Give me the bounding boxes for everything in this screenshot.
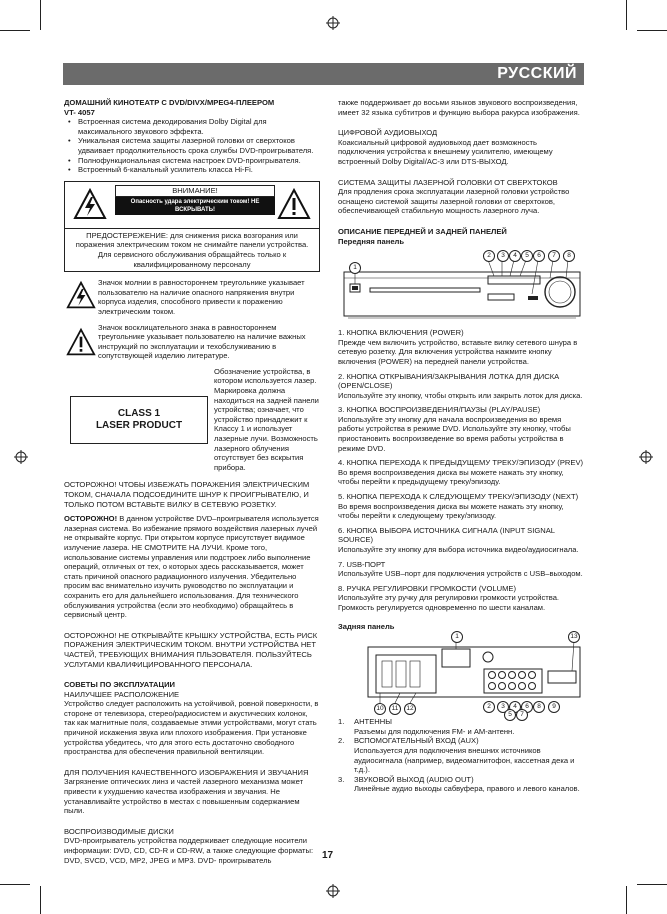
tips-subtitle: НАИЛУЧШЕЕ РАСПОЛОЖЕНИЕ <box>64 689 180 699</box>
rear-items-list <box>338 717 584 794</box>
callout-5: 5 <box>504 709 516 721</box>
list-item: • Встроенный 6-канальный усилитель класса Hi-Fi. <box>78 165 320 175</box>
front-item-body: Используйте эту кнопку, чтобы открыть или закрыть лоток для диска. <box>338 390 583 400</box>
crop-mark <box>0 30 30 31</box>
exclamation-warning-icon <box>66 327 96 357</box>
front-item-title: 1. КНОПКА ВКЛЮЧЕНИЯ (POWER) <box>338 328 464 338</box>
product-title: ДОМАШНИЙ КИНОТЕАТР С DVD/DIVX/MPEG4-ПЛЕЕРОМ <box>64 98 275 107</box>
crop-mark <box>40 0 41 30</box>
front-item-title: 6. КНОПКА ВЫБОРА ИСТОЧНИКА СИГНАЛА (INPUT SIGNAL SOURCE) <box>338 525 555 545</box>
language-title: РУССКИЙ <box>497 65 577 82</box>
callout-9: 9 <box>548 701 560 713</box>
front-item-title: 4. КНОПКА ПЕРЕХОДА К ПРЕДЫДУЩЕМУ ТРЕКУ/ЭПИЗОДУ (PREV) <box>338 458 584 468</box>
front-item-body: Используйте эту кнопку для начала воспроизведения во время работы устройства в режиме DVD. Используйте эту кнопку, чтобы приостановить воспроизведение во время работы устройства в режиме DVD. <box>338 414 571 453</box>
laser-class-label <box>70 396 208 444</box>
callout-5: 5 <box>521 250 533 262</box>
front-item <box>338 328 584 366</box>
callout-12: 12 <box>404 703 416 715</box>
cover-caution: ОСТОРОЖНО! НЕ ОТКРЫВАЙТЕ КРЫШКУ УСТРОЙСТВА, ЕСТЬ РИСК ПОРАЖЕНИЯ ЭЛЕКТРИЧЕСКИМ ТОКОМ. ВНУТРИ УСТРОЙСТВА НЕТ ЧАСТЕЙ, ТРЕБУЮЩИХ ВНИМАНИЯ ПЛЬЗОВАТЕЛЯ. ПОЛЬЗУЙТЕСЬ УСЛУГАМИ КВАЛИФИЦИРОВАННОГО ПЕРСОНАЛА. <box>64 630 318 669</box>
registration-mark-icon <box>326 16 340 30</box>
front-item-title: 5. КНОПКА ПЕРЕХОДА К СЛЕДУЮЩЕМУ ТРЕКУ/ЭПИЗОДУ (NEXT) <box>338 492 579 502</box>
lightning-warning-icon <box>73 188 107 220</box>
front-item-title: 8. РУЧКА РЕГУЛИРОВКИ ГРОМКОСТИ (VOLUME) <box>338 583 516 593</box>
laser-class-row <box>64 367 320 473</box>
item-number: 3. <box>338 774 345 784</box>
warning-box <box>64 181 320 229</box>
crop-mark <box>626 886 627 914</box>
front-item-body: Используйте USB–порт для подключения устройств с USB–выходом. <box>338 569 583 579</box>
list-item <box>338 775 584 794</box>
front-item-title: 2. КНОПКА ОТКРЫВАНИЯ/ЗАКРЫВАНИЯ ЛОТКА ДЛЯ ДИСКА (OPEN/CLOSE) <box>338 371 560 391</box>
rear-item-body: Линейные аудио выходы сабвуфера, правого и левого каналов. <box>354 784 580 794</box>
tips-body: Устройство следует расположить на устойчивой, ровной поверхности, в стороне от телевизора, стерео/радиосистем и акустических колонок, так как магнитные поля, создаваемые этими устройствами, могут стать причиной искажения звука или плохого изображения. При установке устройства убедитесь, что для этого есть достаточно свободного пространства для обеспечения правильной вентиляции. <box>64 699 319 757</box>
lightning-symbol-row <box>64 278 320 316</box>
panels-title: ОПИСАНИЕ ПЕРЕДНЕЙ И ЗАДНЕЙ ПАНЕЛЕЙ <box>338 226 507 236</box>
list-item: • Встроенная система декодирования Dolby Digital для максимального звукового эффекта. <box>78 117 320 136</box>
front-item <box>338 492 584 521</box>
callout-13: 13 <box>568 631 580 643</box>
callout-1: 1 <box>451 631 463 643</box>
front-item-body: Прежде чем включить устройство, вставьте вилку сетевого шнура в сетевую розетку. Для включения устройства нажмите кнопку включения (POWER) на передней панели устройства. <box>338 337 578 366</box>
warning-shock-text: Опасность удара электрическим током! НЕ ВСКРЫВАТЬ! <box>115 197 275 215</box>
laser-caution-body: В данном устройстве DVD–проигрывателя используется лазерная система. Во избежание прямого воздействия лазерных лучей не открывайте корпус. При открытом корпусе присутствует видимое излучение лазера. НЕ СМОТРИТЕ НА ЛУЧИ. Кроме того, использование системы управления или подстроек либо выполнение операций, отличных от тех, о которых здесь рассказывается, может стать причиной опасного радиационного излучения. Убедительно просим вас внимательно изучить руководство по эксплуатации и сохранить его для дальнейшего использования. Для технического обслуживания устройства (если это необходимо) обращайтесь в сервисный центр. <box>64 514 319 620</box>
quality-body: Загрязнение оптических линз и частей лазерного механизма может привести к ухудшению качества изображения и звучания. Не устанавливайте устройство в местах с повышенным содержанием пыли. <box>64 777 304 816</box>
feature-list <box>64 117 320 175</box>
tips-title: СОВЕТЫ ПО ЭКСПЛУАТАЦИИ <box>64 680 175 690</box>
callout-7: 7 <box>548 250 560 262</box>
laser-class-text: Обозначение устройства, в котором используется лазер. Маркировка должна находиться на задней панели устройства; означает, что устройство принадлежит к Классу 1 и использует лазерные лучи. Возможность лазерного облучения отсутствует без вскрытия прибора. <box>214 366 319 472</box>
callout-1: 1 <box>349 262 361 274</box>
front-panel-drawing <box>338 246 584 324</box>
warning-label <box>115 185 275 223</box>
callout-4: 4 <box>509 701 521 713</box>
callout-3: 3 <box>497 701 509 713</box>
intro-text: также поддерживает до восьми языков звукового воспроизведения, имеет 32 языка субтитров и функцию выбора ракурса изображения. <box>338 98 580 117</box>
front-item <box>338 560 584 579</box>
front-item-body: Используйте эту ручку для регулировки громкости устройства. Громкость регулируется одновременно по шести каналам. <box>338 593 560 612</box>
caution-notice: ПРЕДОСТЕРЕЖЕНИЕ: для снижения риска возгорания или поражения электрическим током не снимайте панели устройства. Для сервисного обслуживания обращайтесь только к квалифицированному персоналу <box>64 229 320 272</box>
rear-item-body: Используется для подключения внешних источников аудиосигнала (например, видеомагнитофон, кассетная дека и т.д.). <box>354 745 575 775</box>
laser-caution <box>64 514 320 620</box>
rear-item-body: Разъемы для подключения FM- и AM-антенн. <box>354 726 515 736</box>
discs-title: ВОСПРОИЗВОДИМЫЕ ДИСКИ <box>64 826 174 836</box>
list-item: • Уникальная система защиты лазерной головки от сверхтоков удваивает продолжительность срока службы DVD-проигрывателя. <box>78 136 320 155</box>
front-panel-diagram <box>338 246 584 324</box>
crop-mark <box>0 884 30 885</box>
crop-mark <box>637 884 667 885</box>
rear-panel-label: Задняя панель <box>338 621 395 631</box>
lightning-symbol-text: Значок молнии в равностороннем треугольнике указывает пользователю на наличие опасного напряжения внутри корпуса изделия, способного привести к поражению электрическим током. <box>98 278 305 316</box>
list-item: • Полнофункциональная система настроек DVD-проигрывателя. <box>78 156 320 166</box>
exclamation-symbol-row <box>64 323 320 361</box>
front-item-title: 7. USB-ПОРТ <box>338 559 386 569</box>
callout-10: 10 <box>374 703 386 715</box>
protection-title: СИСТЕМА ЗАЩИТЫ ЛАЗЕРНОЙ ГОЛОВКИ ОТ СВЕРХТОКОВ <box>338 177 558 187</box>
registration-mark-icon <box>14 450 28 464</box>
lightning-warning-icon <box>66 280 96 310</box>
front-item-body: Во время воспроизведения диска вы можете нажать эту кнопку, чтобы перейти к следующему треку/эпизоду. <box>338 501 564 521</box>
list-item <box>338 717 584 736</box>
page-number: 17 <box>322 850 334 861</box>
callout-6: 6 <box>521 701 533 713</box>
rear-item-title: АНТЕННЫ <box>354 717 392 727</box>
digital-out-title: ЦИФРОВОЙ АУДИОВЫХОД <box>338 128 438 138</box>
callout-2: 2 <box>483 701 495 713</box>
rear-panel-diagram <box>338 631 584 717</box>
front-panel-label: Передняя панель <box>338 236 405 246</box>
front-item-body: Во время воспроизведения диска вы можете нажать эту кнопку, чтобы перейти к предыдущему треку/эпизоду. <box>338 467 564 487</box>
callout-2: 2 <box>483 250 495 262</box>
item-number: 2. <box>338 736 345 746</box>
crop-mark <box>637 30 667 31</box>
front-item <box>338 405 584 453</box>
callout-3: 3 <box>497 250 509 262</box>
rear-item-title: ЗВУКОВОЙ ВЫХОД (AUDIO OUT) <box>354 774 474 784</box>
crop-mark <box>626 0 627 30</box>
right-column <box>338 98 584 794</box>
model-number: VT- 4057 <box>64 107 95 117</box>
quality-title: ДЛЯ ПОЛУЧЕНИЯ КАЧЕСТВЕННОГО ИЗОБРАЖЕНИЯ И ЗВУЧАНИЯ <box>64 767 309 777</box>
callout-8: 8 <box>533 701 545 713</box>
registration-mark-icon <box>326 884 340 898</box>
front-item-body: Используйте эту кнопку для выбора источника видео/аудиосигнала. <box>338 545 579 554</box>
list-item <box>338 736 584 774</box>
front-item-title: 3. КНОПКА ВОСПРОИЗВЕДЕНИЯ/ПАУЗЫ (PLAY/PAUSE) <box>338 405 541 415</box>
digital-out-body: Коаксиальный цифровой аудиовыход дает возможность подключения устройства к внешнему усилителю, имеющему встроенный Dolby Digital/AC-3 или DTS-ВЫХОД. <box>338 137 553 166</box>
crop-mark <box>40 886 41 914</box>
rear-item-title: ВСПОМОГАТЕЛЬНЫЙ ВХОД (AUX) <box>354 736 479 746</box>
front-item <box>338 372 584 401</box>
callout-7: 7 <box>516 709 528 721</box>
laser-caution-lead: ОСТОРОЖНО! <box>64 514 118 524</box>
discs-body: DVD-проигрыватель устройства поддерживает следующие носители информации: DVD, CD, CD-R и CD-RW, а также следующие форматы: DVD, SVCD, VCD, MP2, JPEG и MP3. DVD- проигрыватель <box>64 836 314 865</box>
protection-body: Для продления срока эксплуатации лазерной головки устройство оснащено системой защиты лазерной головки от сверхтоков, обеспечивающей стабильную мощность лазерного луча. <box>338 187 570 216</box>
registration-mark-icon <box>639 450 653 464</box>
callout-4: 4 <box>509 250 521 262</box>
front-item <box>338 584 584 613</box>
exclamation-symbol-text: Значок восклицательного знака в равностороннем треугольнике указывает пользователю на наличие важных инструкций по эксплуатации и техобслуживанию в сопутствующей изделию литературе. <box>98 322 306 361</box>
callout-11: 11 <box>389 703 401 715</box>
warning-title: ВНИМАНИЕ! <box>115 185 275 197</box>
front-item <box>338 526 584 555</box>
left-column <box>64 98 320 865</box>
callout-8: 8 <box>563 250 575 262</box>
front-item <box>338 458 584 487</box>
callout-6: 6 <box>533 250 545 262</box>
laser-class-line2: LASER PRODUCT <box>95 419 183 431</box>
laser-class-line1: CLASS 1 <box>117 407 161 419</box>
item-number: 1. <box>338 717 345 727</box>
shock-caution: ОСТОРОЖНО! ЧТОБЫ ИЗБЕЖАТЬ ПОРАЖЕНИЯ ЭЛЕКТРИЧЕСКИМ ТОКОМ, СНАЧАЛА ПОДСОЕДИНИТЕ ШНУР К ПРОИГРЫВАТЕЛЮ, И ТОЛЬКО ПОТОМ ВСТАВЬТЕ ВИЛКУ В СЕТЕВУЮ РОЗЕТКУ. <box>64 480 310 509</box>
exclamation-warning-icon <box>277 188 311 220</box>
